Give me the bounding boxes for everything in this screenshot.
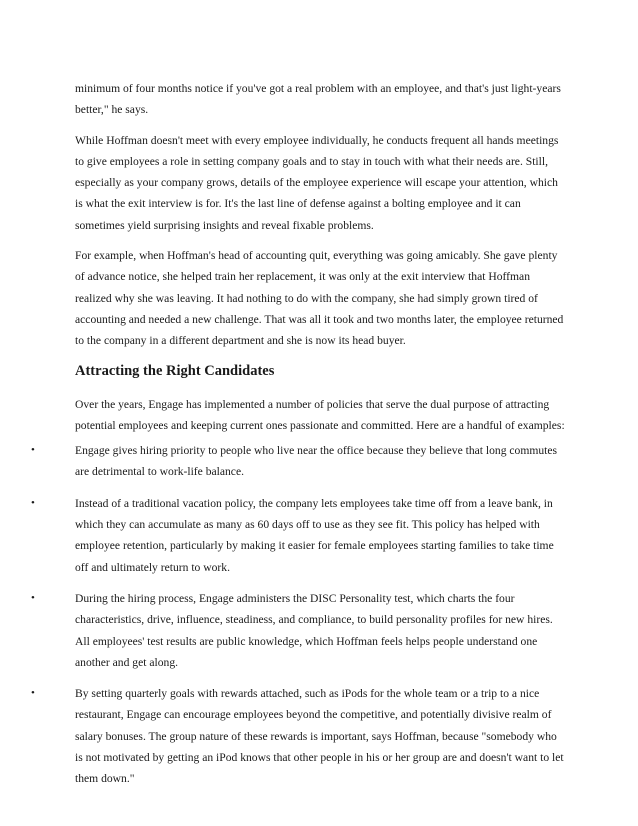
paragraph-exit-interview: While Hoffman doesn't meet with every employee individually, he conducts frequent all hands meetings to give employees a role in setting company goals and to stay in touch with what their needs are. Still, especially as your company grows, details of the employee experience will escape your attention, which is what the exit interview is for. It's the last line of defense against a bolting employee and it can sometimes yield surprising insights and reveal fixable problems. xyxy=(75,133,559,232)
list-item-text: Engage gives hiring priority to people who live near the office because they believe that long commutes are detrimental to work-life balance. xyxy=(75,444,558,479)
list-item xyxy=(31,588,565,673)
list-item xyxy=(31,493,565,578)
bullet-icon: • xyxy=(31,444,35,457)
bullet-icon: • xyxy=(31,496,35,509)
list-item-text: By setting quarterly goals with rewards attached, such as iPods for the whole team or a trip to a nice restaurant, Engage can encourage employees beyond the competitive, and potentially divisive realm of salary bonuses. The group nature of these rewards is important, says Hoffman, because "somebody who is not motivated by getting an iPod knows that other people in his or her group are and doesn't want to let them down." xyxy=(75,687,564,786)
bullet-icon: • xyxy=(31,687,35,700)
list-item xyxy=(31,683,565,789)
page-content xyxy=(31,78,565,800)
list-item xyxy=(31,440,565,483)
bullet-icon: • xyxy=(31,591,35,604)
paragraph-continuation: minimum of four months notice if you've got a real problem with an employee, and that's just light-years better," he says. xyxy=(75,82,561,117)
section-intro: Over the years, Engage has implemented a number of policies that serve the dual purpose of attracting potential employees and keeping current ones passionate and committed. Here are a handful of examples: xyxy=(75,397,565,432)
list-item-text: Instead of a traditional vacation policy, the company lets employees take time off from a leave bank, in which they can accumulate as many as 60 days off to use as they see fit. This policy has helped with employee retention, particularly by making it easier for female employees starting families to take time off and ultimately return to work. xyxy=(75,496,554,574)
section-heading: Attracting the Right Candidates xyxy=(75,362,275,379)
bullet-list xyxy=(31,440,565,789)
list-item-text: During the hiring process, Engage administers the DISC Personality test, which charts the four characteristics, drive, influence, steadiness, and compliance, to build personality profiles for new hires. All employees' test results are public knowledge, which Hoffman feels helps people understand one another and get along. xyxy=(75,591,553,669)
paragraph-example: For example, when Hoffman's head of accounting quit, everything was going amicably. She gave plenty of advance notice, she helped train her replacement, it was only at the exit interview that Hoffman realized why she was leaving. It had nothing to do with the company, she had simply grown tired of accounting and needed a new challenge. That was all it took and two months later, the employee returned to the company in a different department and she is now its head buyer. xyxy=(75,249,564,348)
